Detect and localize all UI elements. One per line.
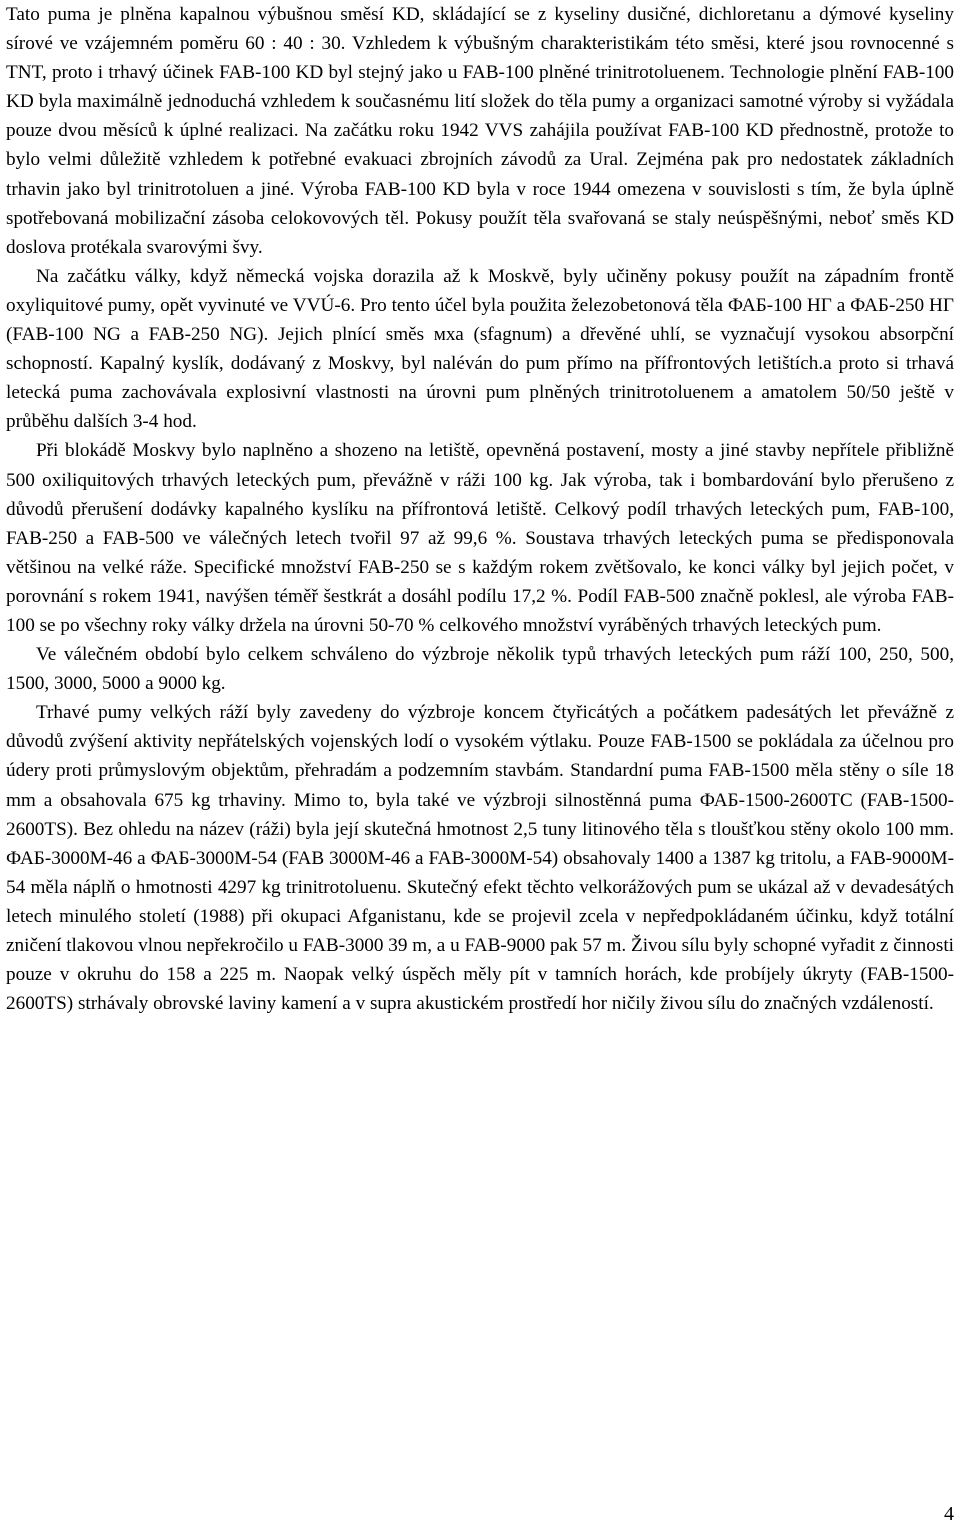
page-number: 4 [944, 1503, 954, 1525]
paragraph-4: Ve válečném období bylo celkem schváleno do výzbroje několik typů trhavých leteckých pum ráží 100, 250, 500, 1500, 3000, 5000 a 9000 kg. [6, 644, 954, 695]
paragraph-3: Při blokádě Moskvy bylo naplněno a shozeno na letiště, opevněná postavení, mosty a jiné stavby nepřítele přibližně 500 oxiliquitových trhavých leteckých pum, převážně v ráži 100 kg. Jak výroba, tak i bombardování bylo přerušeno z důvodů přerušení dodávky kapalného kyslíku na přífrontová letiště. Celkový podíl trhavých leteckých pum, FAB-100, FAB-250 a FAB-500 ve válečných letech tvořil 97 až 99,6 %. Soustava trhavých leteckých puma se předisponovala většinou na velké ráže. Specifické množství FAB-250 se s každým rokem zvětšovalo, ke konci války byl jejich počet, v porovnání s rokem 1941, navýšen téměř šestkrát a dosáhl podílu 17,2 %. Podíl FAB-500 značně poklesl, ale výroba FAB-100 se po všechny roky války držela na úrovni 50-70 % celkového množství vyráběných trhavých leteckých pum. [6, 440, 954, 636]
paragraph-2: Na začátku války, když německá vojska dorazila až k Moskvě, byly učiněny pokusy použít na západním frontě oxyliquitové pumy, opět vyvinuté ve VVÚ-6. Pro tento účel byla použita železobetonová těla ФАБ-100 НГ a ФАБ-250 НГ (FAB-100 NG a FAB-250 NG). Jejich plnící směs мха (sfagnum) a dřevěné uhlí, se vyznačují vysokou absorpční schopností. Kapalný kyslík, dodávaný z Moskvy, byl naléván do pum přímo na přífrontových letištích.a proto si trhavá letecká puma zachovávala explosivní vlastnosti na úrovni pum plněných trinitrotoluenem a amatolem 50/50 ještě v průběhu dalších 3-4 hod. [6, 265, 954, 433]
document-body [6, 0, 954, 1018]
paragraph-5: Trhavé pumy velkých ráží byly zavedeny do výzbroje koncem čtyřicátých a počátkem padesátých let převážně z důvodů zvýšení aktivity nepřátelských vojenských lodí o vysokém výtlaku. Pouze FAB-1500 se pokládala za účelnou pro údery proti průmyslovým objektům, přehradám a podzemním stavbám. Standardní puma FAB-1500 měla stěny o síle 18 mm a obsahovala 675 kg trhaviny. Mimo to, byla také ve výzbroji silnostěnná puma ФАБ-1500-2600ТС (FAB-1500-2600TS). Bez ohledu na název (ráži) byla její skutečná hmotnost 2,5 tuny litinového těla s tloušťkou stěny okolo 100 mm. ФАБ-3000М-46 a ФАБ-3000М-54 (FAB 3000M-46 a FAB-3000M-54) obsahovaly 1400 a 1387 kg tritolu, a FAB-9000M-54 měla náplň o hmotnosti 4297 kg trinitrotoluenu. Skutečný efekt těchto velkorážových pum se ukázal až v devadesátých letech minulého století (1988) při okupaci Afganistanu, kde se projevil zcela v nepředpokládaném účinku, když totální zničení tlakovou vlnou nepřekročilo u FAB-3000 39 m, a u FAB-9000 pak 57 m. Živou sílu byly schopné vyřadit z činnosti pouze v okruhu do 158 a 225 m. Naopak velký úspěch měly pít v tamních horách, kde probíjely úkryty (FAB-1500-2600TS) strhávaly obrovské laviny kamení a v supra akustickém prostředí hor ničily živou sílu do značných vzdáleností. [6, 702, 954, 1015]
paragraph-1: Tato puma je plněna kapalnou výbušnou směsí KD, skládající se z kyseliny dusičné, dichloretanu a dýmové kyseliny sírové ve vzájemném poměru 60 : 40 : 30. Vzhledem k výbušným charakteristikám této směsi, které jsou rovnocenné s TNT, proto i trhavý účinek FAB-100 KD byl stejný jako u FAB-100 plněné trinitrotoluenem. Technologie plnění FAB-100 KD byla maximálně jednoduchá vzhledem k současnému lití složek do těla pumy a organizaci samotné výroby si vyžádala pouze dvou měsíců k úplné realizaci. Na začátku roku 1942 VVS zahájila používat FAB-100 KD přednostně, protože to bylo velmi důležitě vzhledem k potřebné evakuaci zbrojních závodů za Ural. Zejména pak pro nedostatek základních trhavin jako byl trinitrotoluen a jiné. Výroba FAB-100 KD byla v roce 1944 omezena v souvislosti s tím, že byla úplně spotřebovaná mobilizační zásoba celokovových těl. Pokusy použít těla svařovaná se staly neúspěšnými, neboť směs KD doslova protékala svarovými švy. [6, 4, 954, 258]
